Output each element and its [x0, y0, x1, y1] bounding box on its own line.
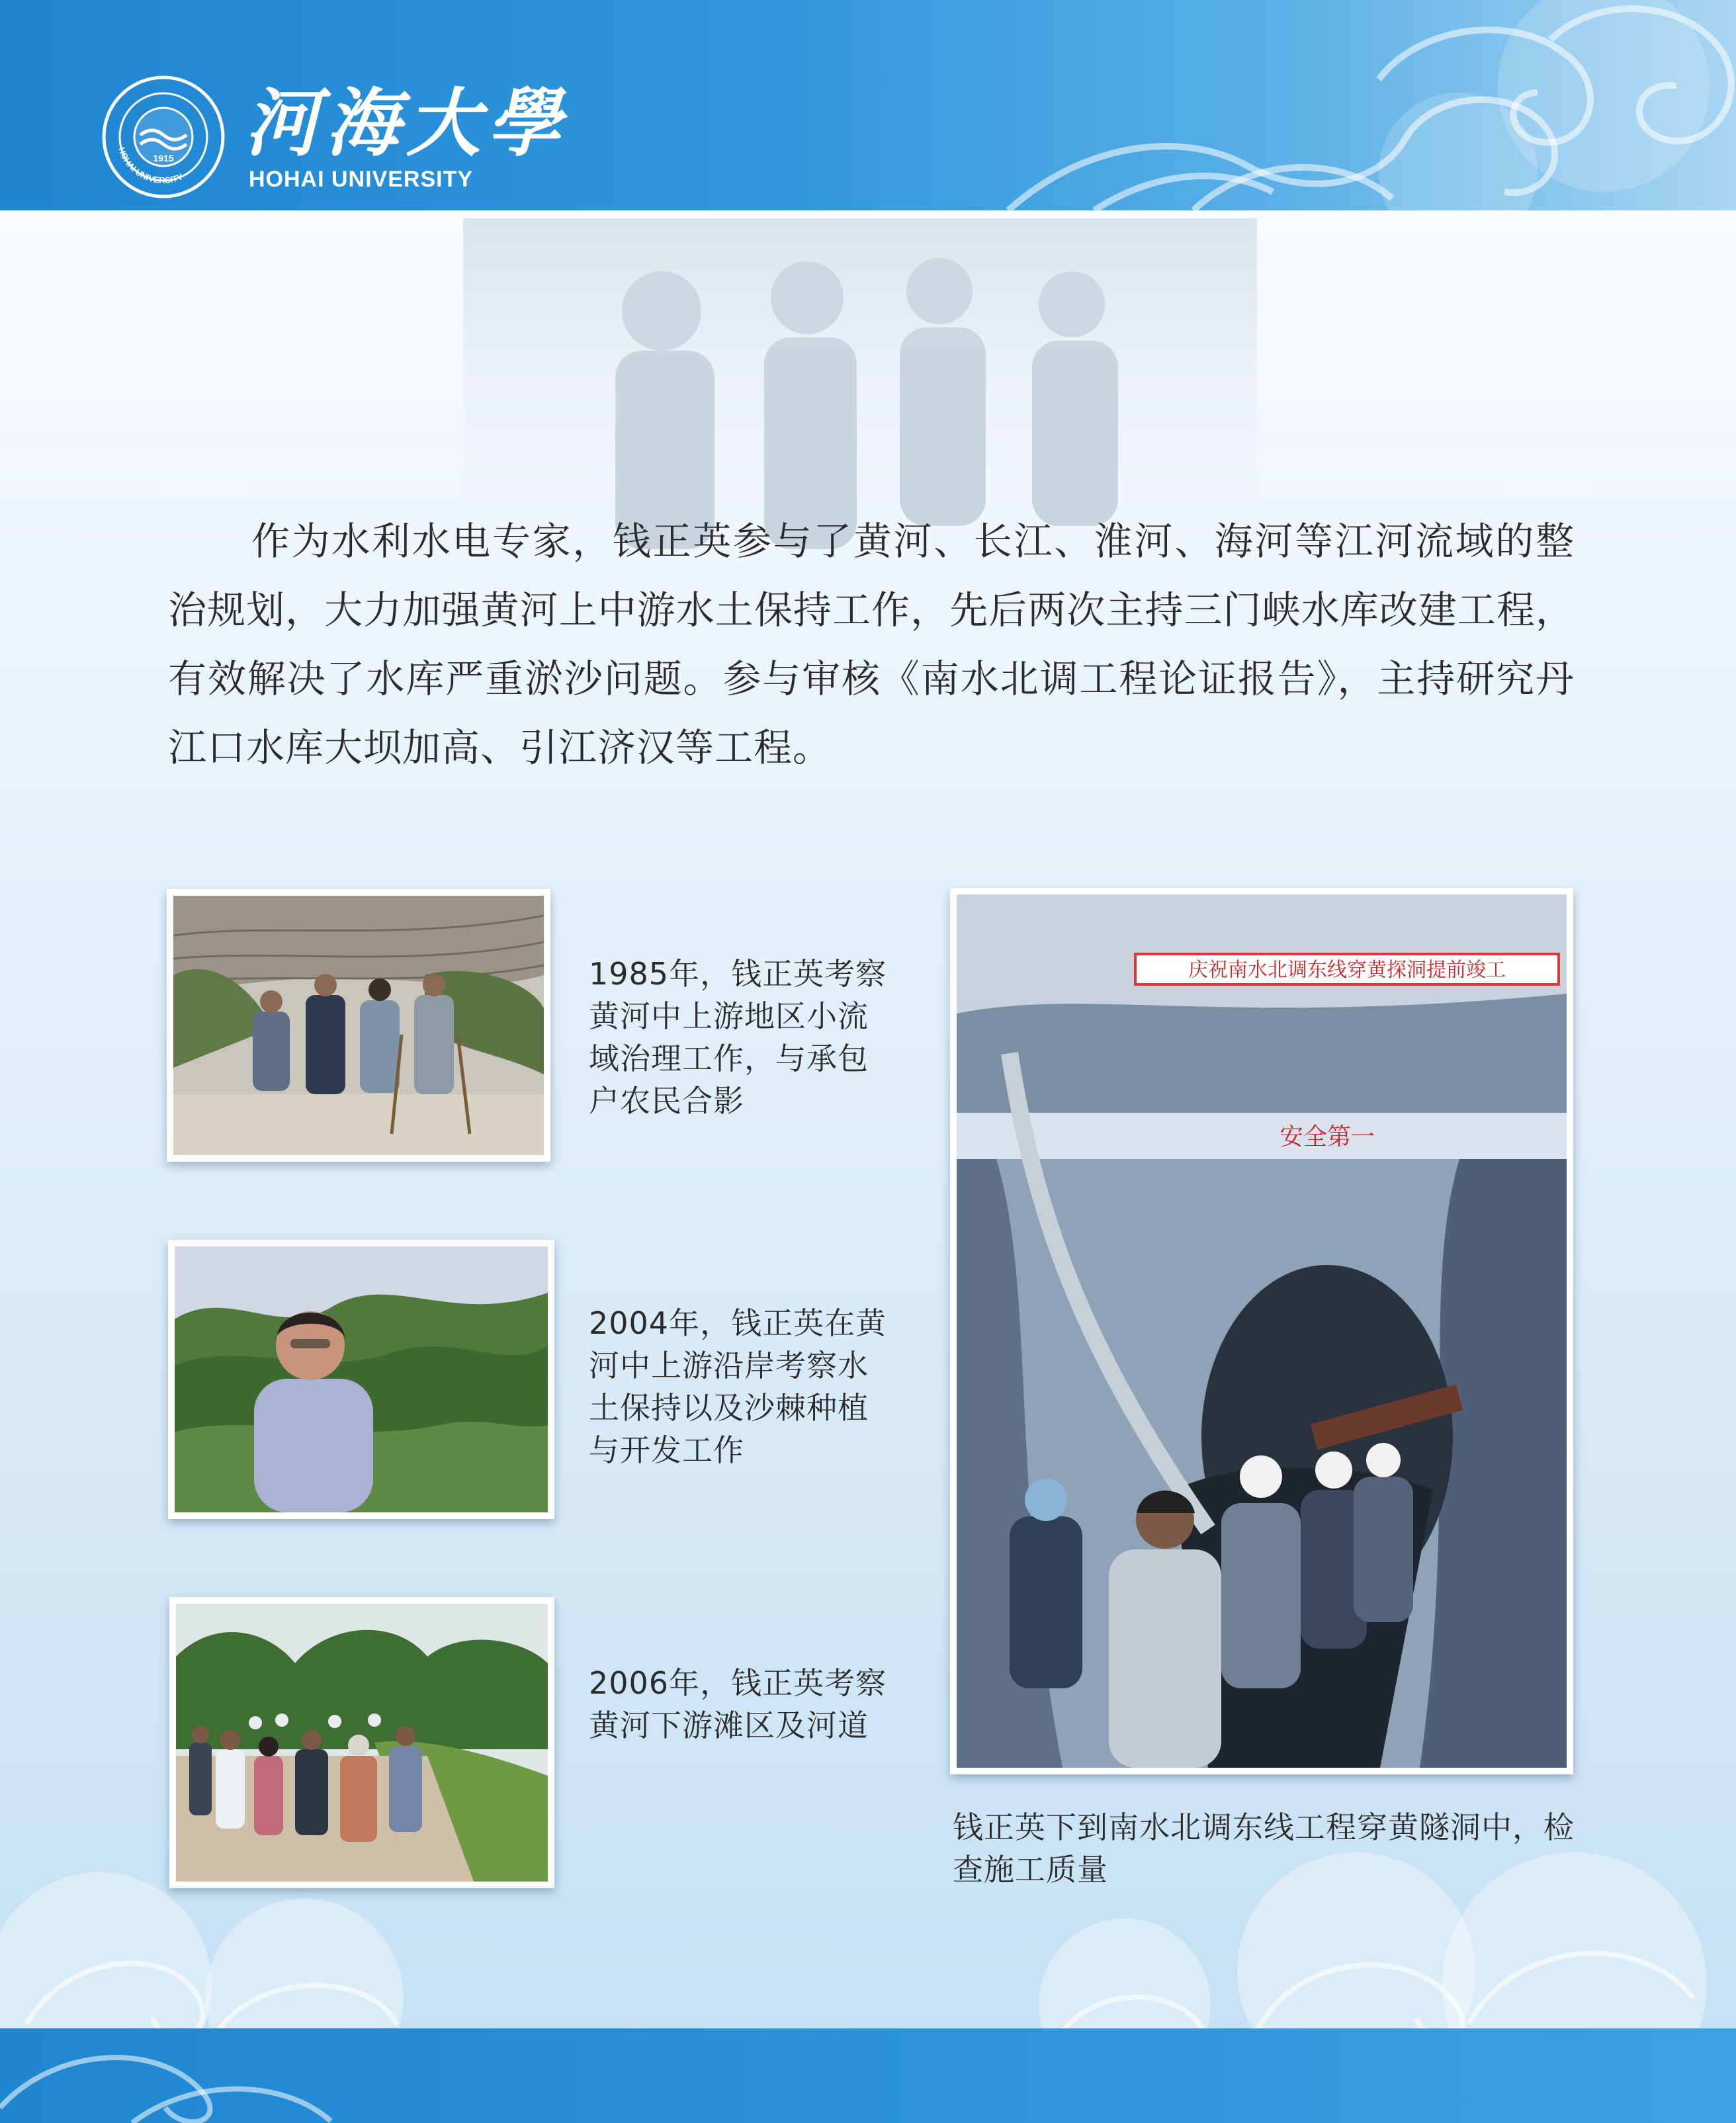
header-banner: [0, 0, 1736, 210]
footer-swirl-icon: [0, 2028, 397, 2123]
caption-tunnel: 钱正英下到南水北调东线工程穿黄隧洞中，检查施工质量: [953, 1809, 1575, 1887]
intro-paragraph: 作为水利水电专家，钱正英参与了黄河、长江、淮河、海河等江河流域的整治规划，大力加强黄河上中游水土保持工作，先后两次主持三门峡水库改建工程，有效解决了水库严重淤沙问题。参与审核《南水北调工程论证报告》，主持研究丹江口水库大坝加高、引江济汉等工程。: [168, 519, 1575, 770]
emblem-year: 1915: [153, 153, 174, 163]
photo-tunnel-inspection: [950, 888, 1573, 1774]
university-emblem-icon: [101, 74, 226, 200]
caption-2006: 2006年，钱正英考察黄河下游滩区及河道: [589, 1665, 887, 1743]
cloud-swirl-decoration: [876, 0, 1736, 210]
footer-bar: [0, 2028, 1736, 2123]
photo-2004-sea-buckthorn: [168, 1240, 554, 1519]
safety-sign-text: 安全第一: [1279, 1123, 1375, 1150]
caption-2004: 2004年，钱正英在黄河中上游沿岸考察水土保持以及沙棘种植与开发工作: [589, 1305, 887, 1468]
emblem-ring-text: HOHAI UNIVERSITY: [116, 146, 185, 186]
photo-1985-farmers: [167, 889, 550, 1162]
banner-text: 庆祝南水北调东线穿黄探洞提前竣工: [1188, 959, 1506, 982]
caption-1985: 1985年，钱正英考察黄河中上游地区小流域治理工作，与承包户农民合影: [589, 956, 887, 1119]
university-name-english: HOHAI UNIVERSITY: [249, 167, 474, 192]
university-name-chinese: 河海大學: [245, 80, 568, 167]
cloud-swirl-footer-decoration: [0, 1786, 1736, 2044]
